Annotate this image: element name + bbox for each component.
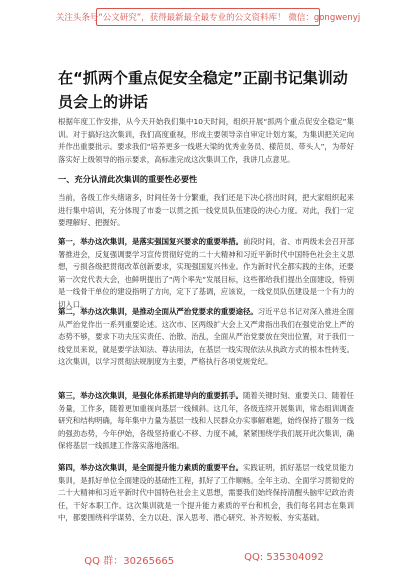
point-2-text: 习近平总书记对深入推进全面从严治党作出一系列重要论述。这次市、区两级扩大会上又严肃指出我们在强党治党上严的态势不够，要求下功夫压实责任、治散、治乱，全面从严治党要放在突出位置，对于我们一线党员来说，就是要学法知法、尊法用法，在基层一线实现依法从执政方式的根本性转变。这次集训，以学习贯彻法规制度为主要，严格执行各项党规党纪。 — [58, 307, 354, 366]
point-3-lead: 第三，举办这次集训，是强化体系抓建导向的重要抓手。 — [58, 391, 243, 400]
footer-qq: QQ: 535304092 — [244, 552, 324, 563]
footer-contact — [0, 552, 408, 568]
point-3-paragraph — [58, 390, 354, 454]
point-3-text: 随着关键时刻、重要关口、随着任务量，工作多，随着更加重视向基层一线倾斜。这几年，各级连续开展集训，常态组训调查研究和结构明确，每年集中力量为基层一线和人民群众办实事解难题，始终保持了服务一线的强劲态势，今年伊始，各级坚持重心不移、力度不减，紧紧围绕学我们展开此次集训，确保将基层一线抓建工作落实落地落细。 — [58, 391, 354, 450]
point-1-lead: 第一，举办这次集训，是落实强国复兴要求的重要举措。 — [58, 237, 243, 246]
point-1-text: 前段时间，省、市两级未会召开部署推进会，反复强调要学习宣传贯彻好党的二十大精神和习近平新时代中国特色社会主义思想，亏损各级把贯彻改革创新要求，实现强国复兴伟业。作为新时代全都实践的主体，还要第一次党代表大会，也鲜明提出了“两个率先”发展目标，这些都给我们提出全面建设，特别是一线骨干单位的建设指明了方向，定下了基调，应该说，一线党员队伍建设是一个有力的切入口。 — [58, 237, 354, 309]
top-banner: 关注头条号“公文研究”，获得最新最全最专业的公文资料库！ 微信：gongwenyj — [96, 8, 320, 26]
point-2-paragraph — [58, 306, 354, 382]
point-4-text: 实践证明，抓好基层一线党员能力集训，是抓好单位全面建设的基础性工程，抓好了工作顺畅。全年主动、全面学习贯彻党的二十大精神和习近平新时代中国特色社会主义思想，需要我们始终保持清醒头脑牢记政治责任，干好本职工作。这次集训就是一个提升能力素质的平台和机会，我们每名同志在集训中，都要围绕科学谋势、全力以赴、深入思考、潜心研究、补齐短板、夯实基础。 — [58, 463, 354, 522]
page-title: 在“抓两个重点促安全稳定”正副书记集训动员会上的讲话 — [58, 69, 348, 111]
section-intro-paragraph: 当前，各级工作头绪诸多，时间任务十分繁重，我们还是下决心挤出时间，把大家组织起来进行集中培训，充分体现了市委一以贯之抓一线党员队伍建设的决心力度。对此，我们一定要理解好、把握好。 — [58, 193, 354, 227]
point-1-paragraph — [58, 236, 354, 309]
point-4-paragraph — [58, 462, 354, 538]
footer-qq-group: QQ 群：30265665 — [84, 556, 175, 567]
intro-paragraph: 根据年度工作安排，从今天开始我们集中10天时间，组织开展“抓两个重点促安全稳定”集训。对于搞好这次集训，我们高度重视，形成主要领导亲自审定计划方案，为集训把关定向并作出重要批示。要求我们“培养更多一线堪大梁的优秀业务员、樣范员、带头人”，为带好落实好上级领导的指示要求，高标准完成这次集训工作，我讲几点意见。 — [58, 117, 354, 164]
section-heading: 一、充分认清此次集训的重要性必要性 — [58, 174, 198, 184]
point-2-lead: 第二，举办这次集训，是推动全面从严治党要求的重要途径。 — [58, 307, 258, 316]
point-4-lead: 第四，举办这次集训，是全面提升能力素质的重要平台。 — [58, 463, 243, 472]
